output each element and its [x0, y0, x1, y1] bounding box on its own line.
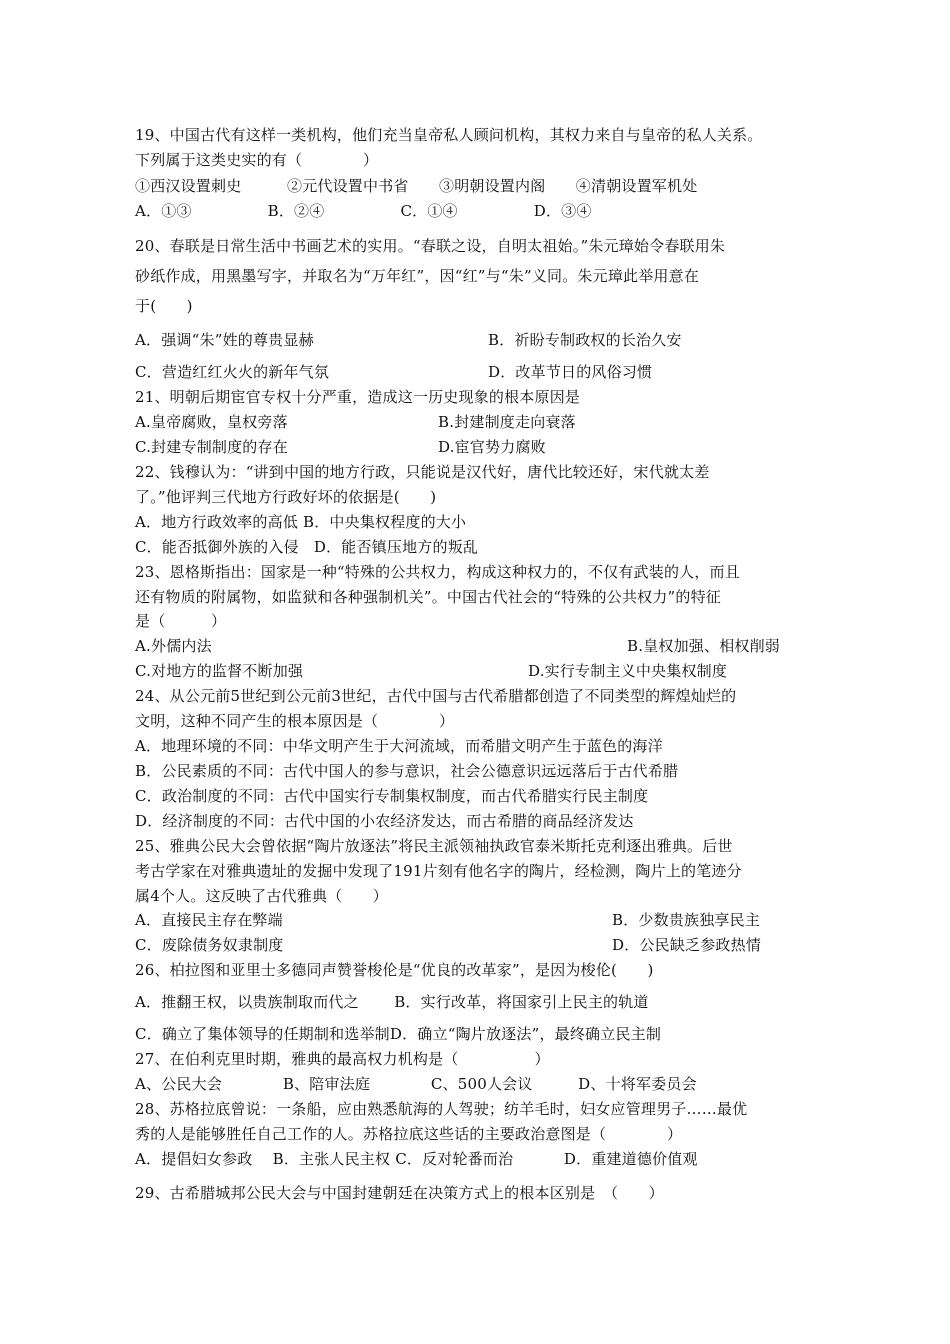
q20-stem-line-3: 于( ) — [135, 297, 193, 315]
q23-option-a: A.外儒内法 — [135, 637, 212, 655]
q24-option-c: C．政治制度的不同：古代中国实行专制集权制度，而古代希腊实行民主制度 — [135, 787, 649, 805]
q22-stem-line-1: 22、钱穆认为：“讲到中国的地方行政，只能说是汉代好，唐代比较还好，宋代就太差 — [135, 463, 710, 481]
q28-options: A．提倡妇女参政 B．主张人民主权 C．反对轮番而治 D．重建道德价值观 — [135, 1150, 698, 1168]
q25-stem-line-3: 属4个人。这反映了古代雅典（ ） — [135, 887, 388, 905]
q21-option-b: B.封建制度走向衰落 — [438, 413, 576, 431]
q20-stem-line-1: 20、春联是日常生活中书画艺术的实用。“春联之设，自明太祖始。”朱元璋始令春联用朱 — [135, 237, 726, 255]
q20-option-a: A．强调“朱”姓的尊贵显赫 — [135, 331, 314, 349]
q19-options: A．①③ B．②④ C．①④ D．③④ — [135, 202, 592, 220]
q21-option-d: D.宦官势力腐败 — [438, 438, 546, 456]
q20-stem-line-2: 砂纸作成，用黑墨写字，并取名为“万年红”，因“红”与“朱”义同。朱元璋此举用意在 — [135, 267, 700, 285]
q29-stem: 29、古希腊城邦公民大会与中国封建朝廷在决策方式上的根本区别是 （ ） — [135, 1184, 664, 1202]
q19-stem-line-2: 下列属于这类史实的有（ ） — [135, 151, 379, 169]
q23-option-c: C.对地方的监督不断加强 — [135, 662, 304, 680]
q19-stem-line-1: 19、中国古代有这样一类机构，他们充当皇帝私人顾问机构，其权力来自与皇帝的私人关系。 — [135, 126, 763, 144]
q20-option-b: B．祈盼专制政权的长治久安 — [488, 331, 682, 349]
q24-stem-line-2: 文明，这种不同产生的根本原因是（ ） — [135, 712, 455, 730]
q22-stem-line-2: 了。”他评判三代地方行政好坏的依据是( ) — [135, 488, 437, 506]
q25-option-d: D．公民缺乏参政热情 — [612, 936, 762, 954]
q23-option-b: B.皇权加强、相权削弱 — [627, 637, 780, 655]
q21-stem: 21、明朝后期宦官专权十分严重，造成这一历史现象的根本原因是 — [135, 388, 581, 406]
q23-stem-line-3: 是（ ） — [135, 612, 227, 630]
q27-options: A、公民大会 B、陪审法庭 C、500人会议 D、十将军委员会 — [135, 1075, 697, 1093]
q20-option-d: D．改革节日的风俗习惯 — [488, 363, 653, 381]
q20-option-c: C．营造红红火火的新年气氛 — [135, 363, 330, 381]
q23-option-d: D.实行专制主义中央集权制度 — [528, 662, 728, 680]
q26-stem: 26、柏拉图和亚里士多德同声赞誉梭伦是“优良的改革家”，是因为梭伦( ) — [135, 961, 654, 979]
q23-stem-line-2: 还有物质的附属物，如监狱和各种强制机关”。中国古代社会的“特殊的公共权力”的特征 — [135, 588, 722, 606]
q28-stem-line-1: 28、苏格拉底曾说：一条船，应由熟悉航海的人驾驶；纺羊毛时，妇女应管理男子……最优 — [135, 1100, 748, 1118]
q22-options-cd: C．能否抵御外族的入侵 D．能否镇压地方的叛乱 — [135, 538, 479, 556]
q26-options-cd: C．确立了集体领导的任期制和选举制D．确立“陶片放逐法”，最终确立民主制 — [135, 1025, 662, 1043]
q25-stem-line-2: 考古学家在对雅典遗址的发掘中发现了191片刻有他名字的陶片，经检测，陶片上的笔迹分 — [135, 862, 742, 880]
q21-option-a: A.皇帝腐败，皇权旁落 — [135, 413, 288, 431]
q25-option-b: B．少数贵族独享民主 — [612, 911, 761, 929]
q27-stem: 27、在伯利克里时期，雅典的最高权力机构是（ ） — [135, 1050, 550, 1068]
q24-stem-line-1: 24、从公元前5世纪到公元前3世纪，古代中国与古代希腊都创造了不同类型的辉煌灿烂的 — [135, 687, 737, 705]
q25-stem-line-1: 25、雅典公民大会曾依据“陶片放逐法”将民主派领袖执政官泰米斯托克利逐出雅典。后世 — [135, 837, 733, 855]
q25-option-a: A．直接民主存在弊端 — [135, 911, 283, 929]
q22-options-ab: A．地方行政效率的高低 B．中央集权程度的大小 — [135, 513, 467, 531]
q19-items: ①西汉设置刺史 ②元代设置中书省 ③明朝设置内阁 ④清朝设置军机处 — [135, 177, 698, 195]
q28-stem-line-2: 秀的人是能够胜任自己工作的人。苏格拉底这些话的主要政治意图是（ ） — [135, 1125, 683, 1143]
q24-option-d: D．经济制度的不同：古代中国的小农经济发达，而古希腊的商品经济发达 — [135, 812, 634, 830]
q24-option-a: A．地理环境的不同：中华文明产生于大河流域，而希腊文明产生于蓝色的海洋 — [135, 737, 663, 755]
q25-option-c: C．废除债务奴隶制度 — [135, 936, 284, 954]
q21-option-c: C.封建专制制度的存在 — [135, 438, 288, 456]
q23-stem-line-1: 23、恩格斯指出：国家是一种“特殊的公共权力，构成这种权力的，不仅有武装的人，而且 — [135, 563, 740, 581]
q26-options-ab: A．推翻王权，以贵族制取而代之 B．实行改革，将国家引上民主的轨道 — [135, 993, 649, 1011]
q24-option-b: B．公民素质的不同：古代中国人的参与意识，社会公德意识远远落后于古代希腊 — [135, 762, 679, 780]
